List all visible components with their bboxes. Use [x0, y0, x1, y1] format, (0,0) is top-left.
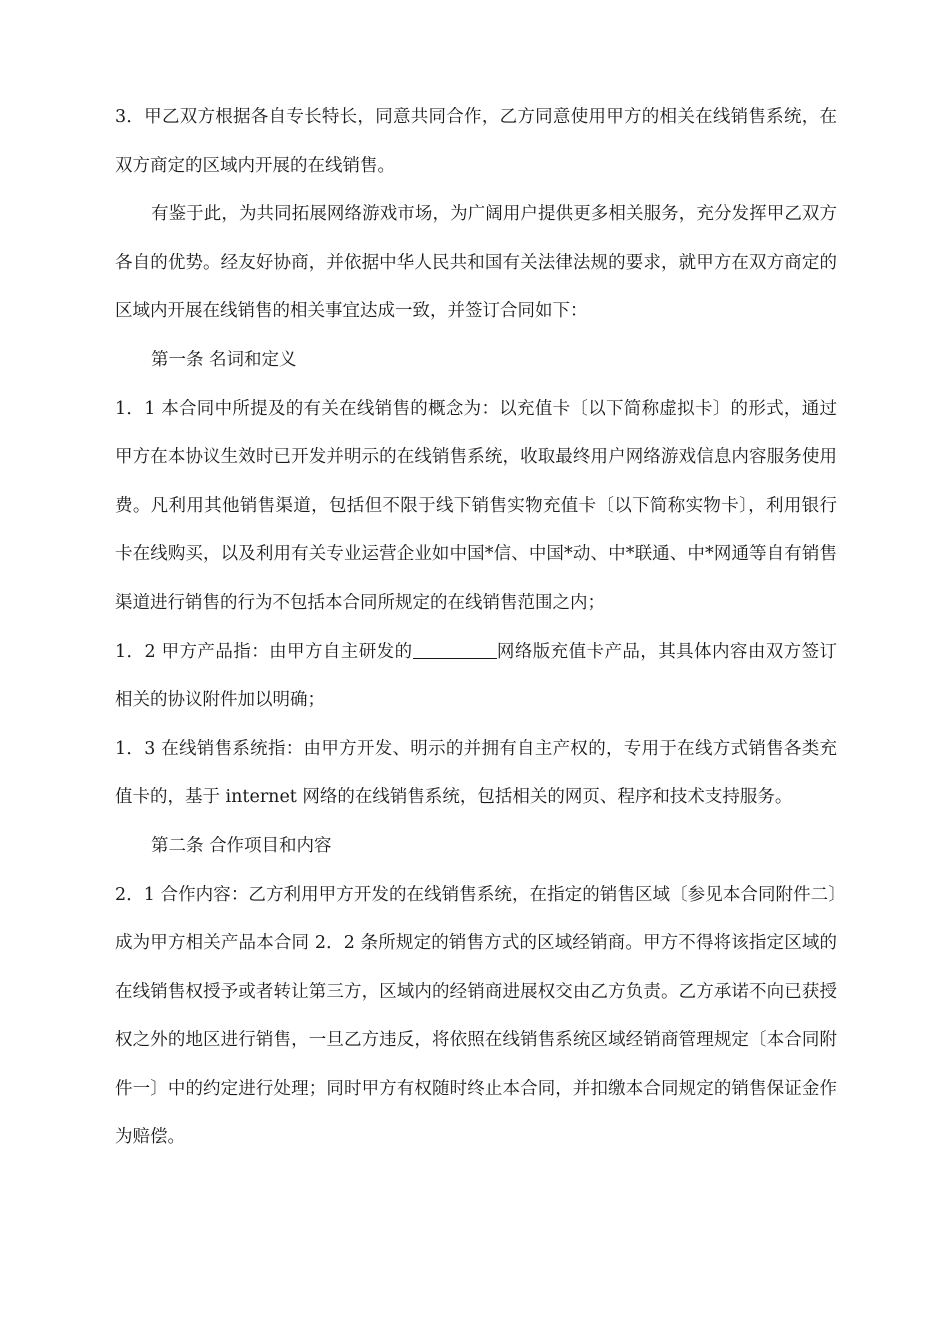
clause-1-2-tail: 网络版充值卡产品，其具体内容由双方签订相关的协议附件加以明确；: [115, 641, 837, 711]
document-body: [115, 93, 837, 1162]
fill-in-blank: [413, 640, 497, 659]
clause-1-2-lead: 1．2 甲方产品指：由甲方自主研发的: [115, 641, 413, 662]
clause-1-3: 1．3 在线销售系统指：由甲方开发、明示的并拥有自主产权的，专用于在线方式销售各类充值卡的，基于 internet 网络的在线销售系统，包括相关的网页、程序和技术支持服务。: [115, 738, 837, 808]
clause-1-2: [115, 628, 837, 725]
article-2-heading: 第二条 合作项目和内容: [151, 835, 332, 856]
paragraph-3: 3．甲乙双方根据各自专长特长，同意共同合作，乙方同意使用甲方的相关在线销售系统，在双方商定的区域内开展的在线销售。: [115, 107, 837, 176]
clause-2-1: 2．1 合作内容：乙方利用甲方开发的在线销售系统，在指定的销售区域〔参见本合同附件二〕成为甲方相关产品本合同 2．2 条所规定的销售方式的区域经销商。甲方不得将该指定区域的在线销售权授予或者转让第三方，区域内的经销商进展权交由乙方负责。乙方承诺不向已获授权之外的地区进行销售，一旦乙方违反，将依照在线销售系统区域经销商管理规定〔本合同附件一〕中的约定进行处理；同时甲方有权随时终止本合同，并扣缴本合同规定的销售保证金作为赔偿。: [115, 884, 837, 1148]
preamble-paragraph: 有鉴于此，为共同拓展网络游戏市场，为广阔用户提供更多相关服务，充分发挥甲乙双方各自的优势。经友好协商，并依据中华人民共和国有关法律法规的要求，就甲方在双方商定的区域内开展在线销售的相关事宜达成一致，并签订合同如下：: [115, 204, 837, 322]
clause-1-1: 1．1 本合同中所提及的有关在线销售的概念为：以充值卡〔以下简称虚拟卡〕的形式，通过甲方在本协议生效时已开发并明示的在线销售系统，收取最终用户网络游戏信息内容服务使用费。凡利用其他销售渠道，包括但不限于线下销售实物充值卡〔以下简称实物卡〕，利用银行卡在线购买，以及利用有关专业运营企业如中国*信、中国*动、中*联通、中*网通等自有销售渠道进行销售的行为不包括本合同所规定的在线销售范围之内；: [115, 398, 837, 613]
article-1-heading: 第一条 名词和定义: [151, 349, 297, 370]
